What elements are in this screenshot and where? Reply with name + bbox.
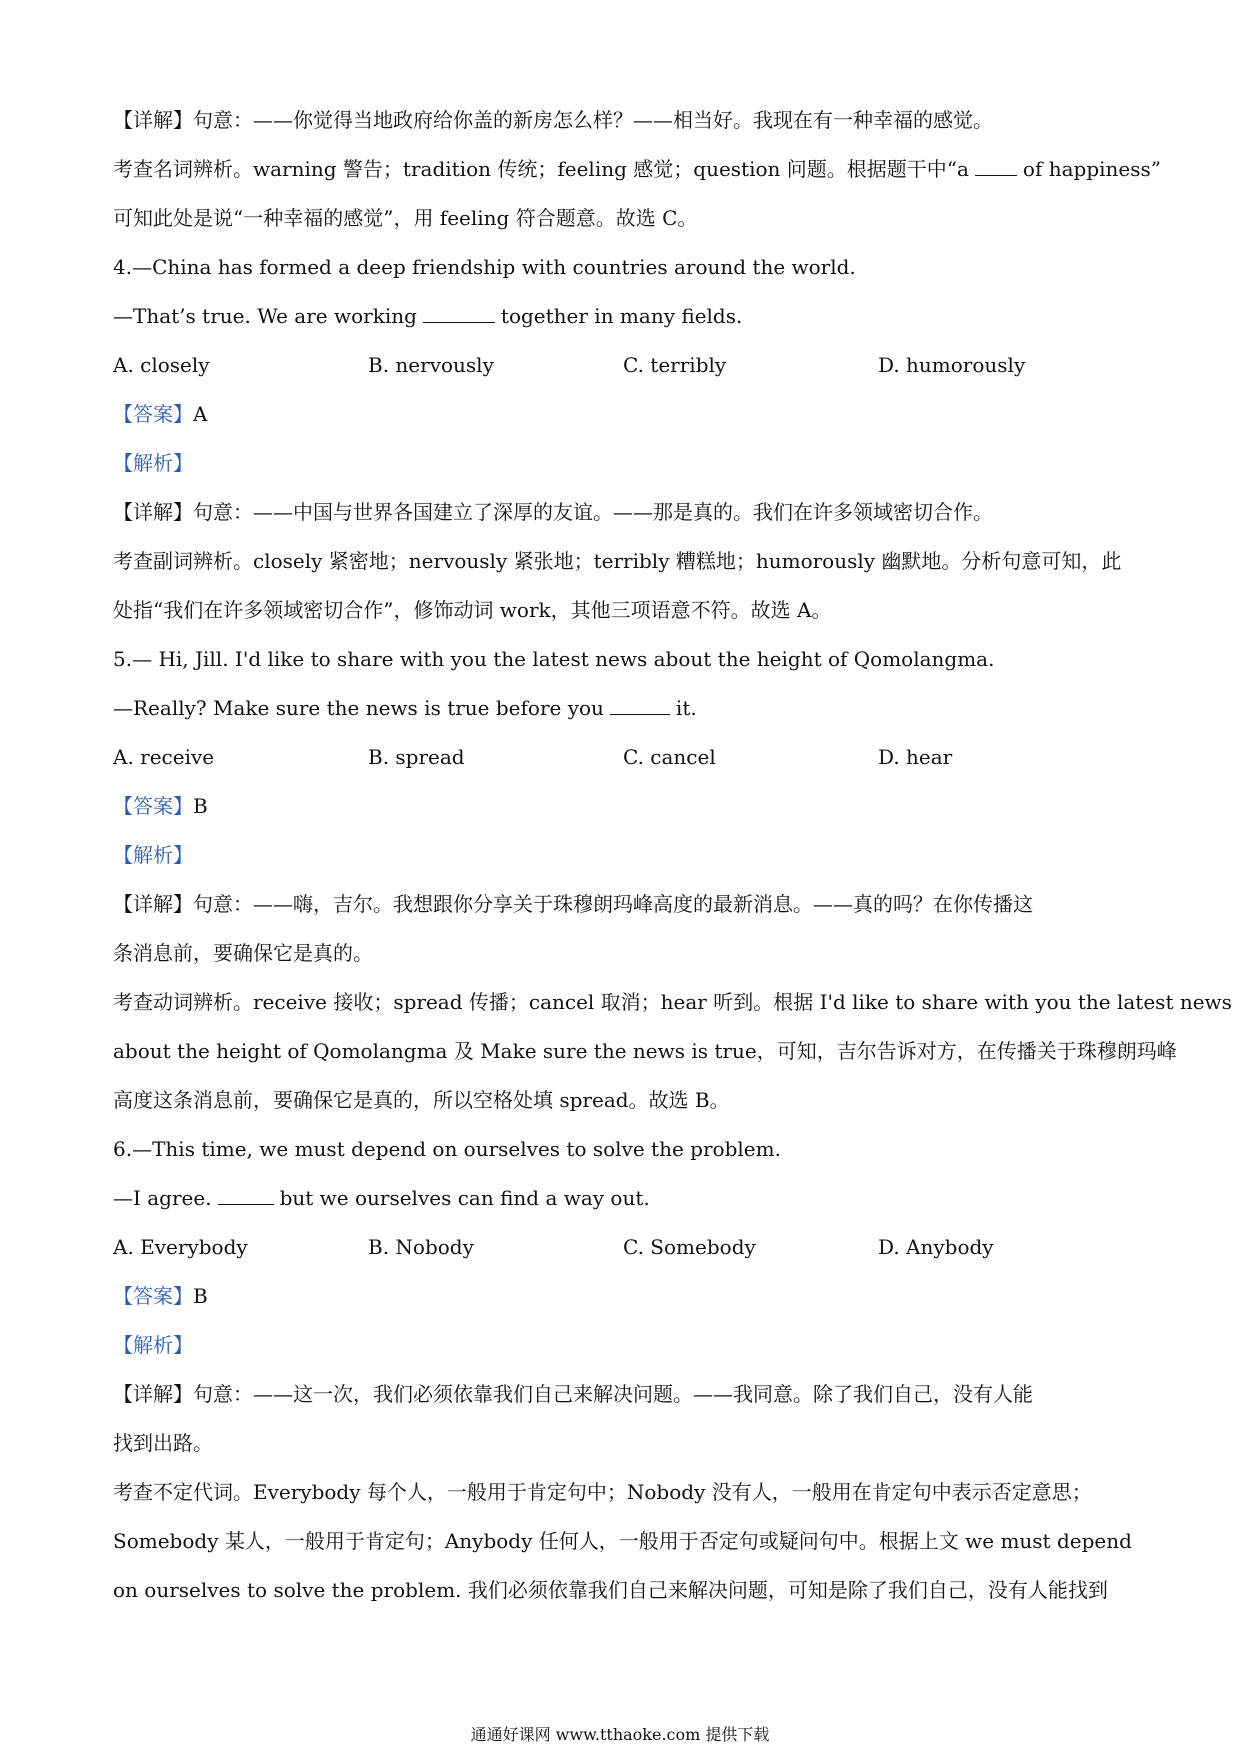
q4-detail: 【详解】句意：——中国与世界各国建立了深厚的友谊。——那是真的。我们在许多领域密切合作。 (113, 500, 993, 524)
q6-answer: 【答案】B (113, 1284, 208, 1308)
q3-analysis-1: 考查名词辨析。warning 警告；tradition 传统；feeling 感觉；question 问题。根据题干中“a of happiness” (113, 157, 1161, 181)
q5-detail-1: 【详解】句意：——嗨，吉尔。我想跟你分享关于珠穆朗玛峰高度的最新消息。——真的吗？在你传播这 (113, 892, 1033, 916)
q4-question-blank-line: —That’s true. We are working together in many fields. (113, 304, 743, 328)
option-d: D. hear (878, 745, 953, 769)
page-footer: 通通好课网 www.tthaoke.com 提供下载 (470, 1725, 770, 1744)
answer-tag: 【答案】 (113, 1284, 193, 1308)
document-body (113, 96, 1232, 1615)
option-c: C. Somebody (623, 1235, 756, 1259)
q5-analysis-1: 考查动词辨析。receive 接收；spread 传播；cancel 取消；hear 听到。根据 I'd like to share with you the latest news (113, 990, 1232, 1014)
q5-options (113, 733, 1133, 782)
q6-question-blank-line: —I agree. but we ourselves can find a way out. (113, 1186, 650, 1210)
fill-blank (218, 1203, 274, 1205)
q3-analysis-2: 可知此处是说“一种幸福的感觉”，用 feeling 符合题意。故选 C。 (113, 206, 698, 230)
q5-jiexi-tag: 【解析】 (113, 843, 193, 867)
q4-analysis-2: 处指“我们在许多领域密切合作”，修饰动词 work，其他三项语意不符。故选 A。 (113, 598, 832, 622)
q4-question: 4.—China has formed a deep friendship with countries around the world. (113, 255, 856, 279)
q4-analysis-1: 考查副词辨析。closely 紧密地；nervously 紧张地；terribly 糟糕地；humorously 幽默地。分析句意可知，此 (113, 549, 1122, 573)
option-a: A. receive (113, 745, 215, 769)
q3-detail: 【详解】句意：——你觉得当地政府给你盖的新房怎么样？——相当好。我现在有一种幸福的感觉。 (113, 108, 993, 132)
q4-answer: 【答案】A (113, 402, 208, 426)
detail-tag: 【详解】 (113, 500, 193, 524)
detail-tag: 【详解】 (113, 1382, 193, 1406)
fill-blank (423, 321, 495, 323)
option-b: B. spread (368, 745, 465, 769)
option-c: C. terribly (623, 353, 727, 377)
fill-blank (975, 174, 1017, 176)
q6-options (113, 1223, 1133, 1272)
q4-jiexi-tag: 【解析】 (113, 451, 193, 475)
answer-tag: 【答案】 (113, 794, 193, 818)
option-c: C. cancel (623, 745, 716, 769)
option-b: B. Nobody (368, 1235, 474, 1259)
fill-blank (610, 713, 670, 715)
detail-tag: 【详解】 (113, 892, 193, 916)
q6-analysis-3: on ourselves to solve the problem. 我们必须依靠我们自己来解决问题，可知是除了我们自己，没有人能找到 (113, 1578, 1108, 1602)
q5-answer: 【答案】B (113, 794, 208, 818)
answer-tag: 【答案】 (113, 402, 193, 426)
q4-options (113, 341, 1133, 390)
q6-detail-2: 找到出路。 (113, 1431, 213, 1455)
q5-question-blank-line: —Really? Make sure the news is true before you it. (113, 696, 697, 720)
q6-jiexi-tag: 【解析】 (113, 1333, 193, 1357)
detail-tag: 【详解】 (113, 108, 193, 132)
q6-analysis-1: 考查不定代词。Everybody 每个人，一般用于肯定句中；Nobody 没有人，一般用在肯定句中表示否定意思； (113, 1480, 1092, 1504)
q6-question: 6.—This time, we must depend on ourselves to solve the problem. (113, 1137, 781, 1161)
option-d: D. Anybody (878, 1235, 994, 1259)
q5-detail-2: 条消息前，要确保它是真的。 (113, 941, 373, 965)
option-a: A. Everybody (113, 1235, 248, 1259)
q5-analysis-3: 高度这条消息前，要确保它是真的，所以空格处填 spread。故选 B。 (113, 1088, 730, 1112)
q5-analysis-2: about the height of Qomolangma 及 Make sure the news is true，可知，吉尔告诉对方，在传播关于珠穆朗玛峰 (113, 1039, 1177, 1063)
option-a: A. closely (113, 353, 210, 377)
q6-detail-1: 【详解】句意：——这一次，我们必须依靠我们自己来解决问题。——我同意。除了我们自己，没有人能 (113, 1382, 1033, 1406)
q5-question: 5.— Hi, Jill. I'd like to share with you the latest news about the height of Qomolangma. (113, 647, 995, 671)
option-b: B. nervously (368, 353, 494, 377)
option-d: D. humorously (878, 353, 1026, 377)
q6-analysis-2: Somebody 某人，一般用于肯定句；Anybody 任何人，一般用于否定句或疑问句中。根据上文 we must depend (113, 1529, 1132, 1553)
